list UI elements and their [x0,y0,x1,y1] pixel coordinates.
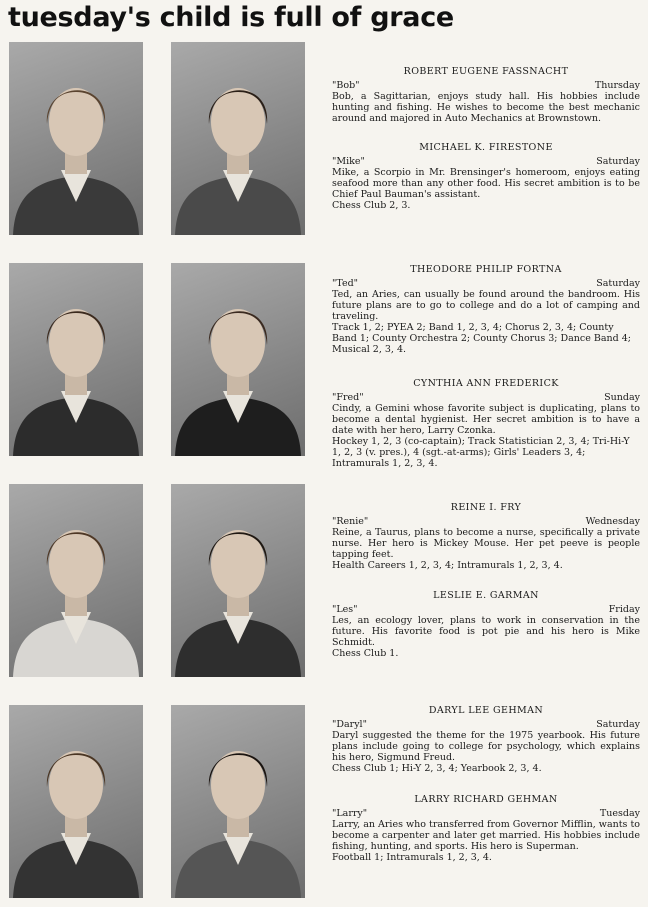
student-description: Bob, a Sagittarian, enjoys study hall. His hobbies include hunting and fishing. He wishes to become the best mechanic around and majored in Auto Mechanics at Brownstown. [332,91,640,124]
student-name: THEODORE PHILIP FORTNA [410,264,562,275]
student-nickname: "Renie" [332,516,369,527]
student-activities: Chess Club 1; Hi-Y 2, 3, 4; Yearbook 2, 3, 4. [332,763,542,774]
student-name: REINE I. FRY [450,502,522,513]
photo-reine-fry [9,484,143,677]
portrait-icon [171,263,305,456]
photo-robert-fassnacht [9,42,143,235]
bio-theodore-fortna [332,264,640,355]
bio-larry-gehman [332,794,640,863]
photo-daryl-gehman [9,705,143,898]
student-birth-day: Friday [608,604,640,615]
portrait-icon [171,484,305,677]
student-activities: Football 1; Intramurals 1, 2, 3, 4. [332,852,492,863]
student-birth-day: Tuesday [599,808,640,819]
student-name: DARYL LEE GEHMAN [428,705,544,716]
student-description: Daryl suggested the theme for the 1975 yearbook. His future plans include going to college for psychology, which explains his hero, Sigmund Freud. [332,730,640,763]
photo-cynthia-frederick [171,263,305,456]
student-description: Reine, a Taurus, plans to become a nurse, specifically a private nurse. Her hero is Mickey Mouse. Her pet peeve is people tapping feet. [332,527,640,560]
bio-reine-fry [332,502,640,571]
portrait-icon [9,42,143,235]
student-activities: Hockey 1, 2, 3 (co-captain); Track Statistician 2, 3, 4; Tri-Hi-Y 1, 2, 3 (v. pres.), 4 (sgt.-at-arms); Girls' Leaders 3, 4; Intramurals 1, 2, 3, 4. [332,436,630,469]
student-activities: Chess Club 1. [332,648,399,659]
student-nickname: "Bob" [332,80,360,91]
student-description: Cindy, a Gemini whose favorite subject is duplicating, plans to become a dental hygienist. Her secret ambition is to have a date with her hero, Larry Czonka. [332,403,640,436]
student-nickname: "Larry" [332,808,368,819]
portrait-icon [9,484,143,677]
photo-michael-firestone [171,42,305,235]
bio-robert-fassnacht [332,66,640,124]
photo-theodore-fortna [9,263,143,456]
student-nickname: "Les" [332,604,358,615]
student-birth-day: Thursday [594,80,640,91]
student-birth-day: Saturday [596,156,640,167]
bio-leslie-garman [332,590,640,659]
student-nickname: "Fred" [332,392,364,403]
student-activities: Chess Club 2, 3. [332,200,411,211]
student-nickname: "Mike" [332,156,365,167]
student-name: LARRY RICHARD GEHMAN [414,794,558,805]
student-description: Larry, an Aries who transferred from Governor Mifflin, wants to become a carpenter and later get married. His hobbies include fishing, hunting, and sports. His hero is Superman. [332,819,640,852]
photo-larry-gehman [171,705,305,898]
bio-michael-firestone [332,142,640,211]
student-description: Mike, a Scorpio in Mr. Brensinger's homeroom, enjoys eating seafood more than any other food. His secret ambition is to be Chief Paul Bauman's assistant. [332,167,640,200]
student-description: Ted, an Aries, can usually be found around the bandroom. His future plans are to go to college and do a lot of camping and traveling. [332,289,640,322]
student-activities: Health Careers 1, 2, 3, 4; Intramurals 1, 2, 3, 4. [332,560,563,571]
portrait-icon [171,705,305,898]
portrait-icon [9,263,143,456]
student-name: MICHAEL K. FIRESTONE [419,142,553,153]
student-nickname: "Ted" [332,278,359,289]
page-title: tuesday's child is full of grace [8,2,454,33]
portrait-icon [171,42,305,235]
student-name: ROBERT EUGENE FASSNACHT [403,66,569,77]
student-nickname: "Daryl" [332,719,367,730]
portrait-icon [9,705,143,898]
student-birth-day: Sunday [604,392,640,403]
student-birth-day: Saturday [596,278,640,289]
student-birth-day: Wednesday [585,516,640,527]
student-activities: Track 1, 2; PYEA 2; Band 1, 2, 3, 4; Chorus 2, 3, 4; County Band 1; County Orchestra 2; County Chorus 3; Dance Band 4; Musical 2, 3, 4. [332,322,631,355]
student-description: Les, an ecology lover, plans to work in conservation in the future. His favorite food is pot pie and his hero is Mike Schmidt. [332,615,640,648]
bio-cynthia-frederick [332,378,640,469]
student-name: CYNTHIA ANN FREDERICK [413,378,559,389]
student-birth-day: Saturday [596,719,640,730]
student-name: LESLIE E. GARMAN [433,590,539,601]
bio-daryl-gehman [332,705,640,774]
photo-leslie-garman [171,484,305,677]
